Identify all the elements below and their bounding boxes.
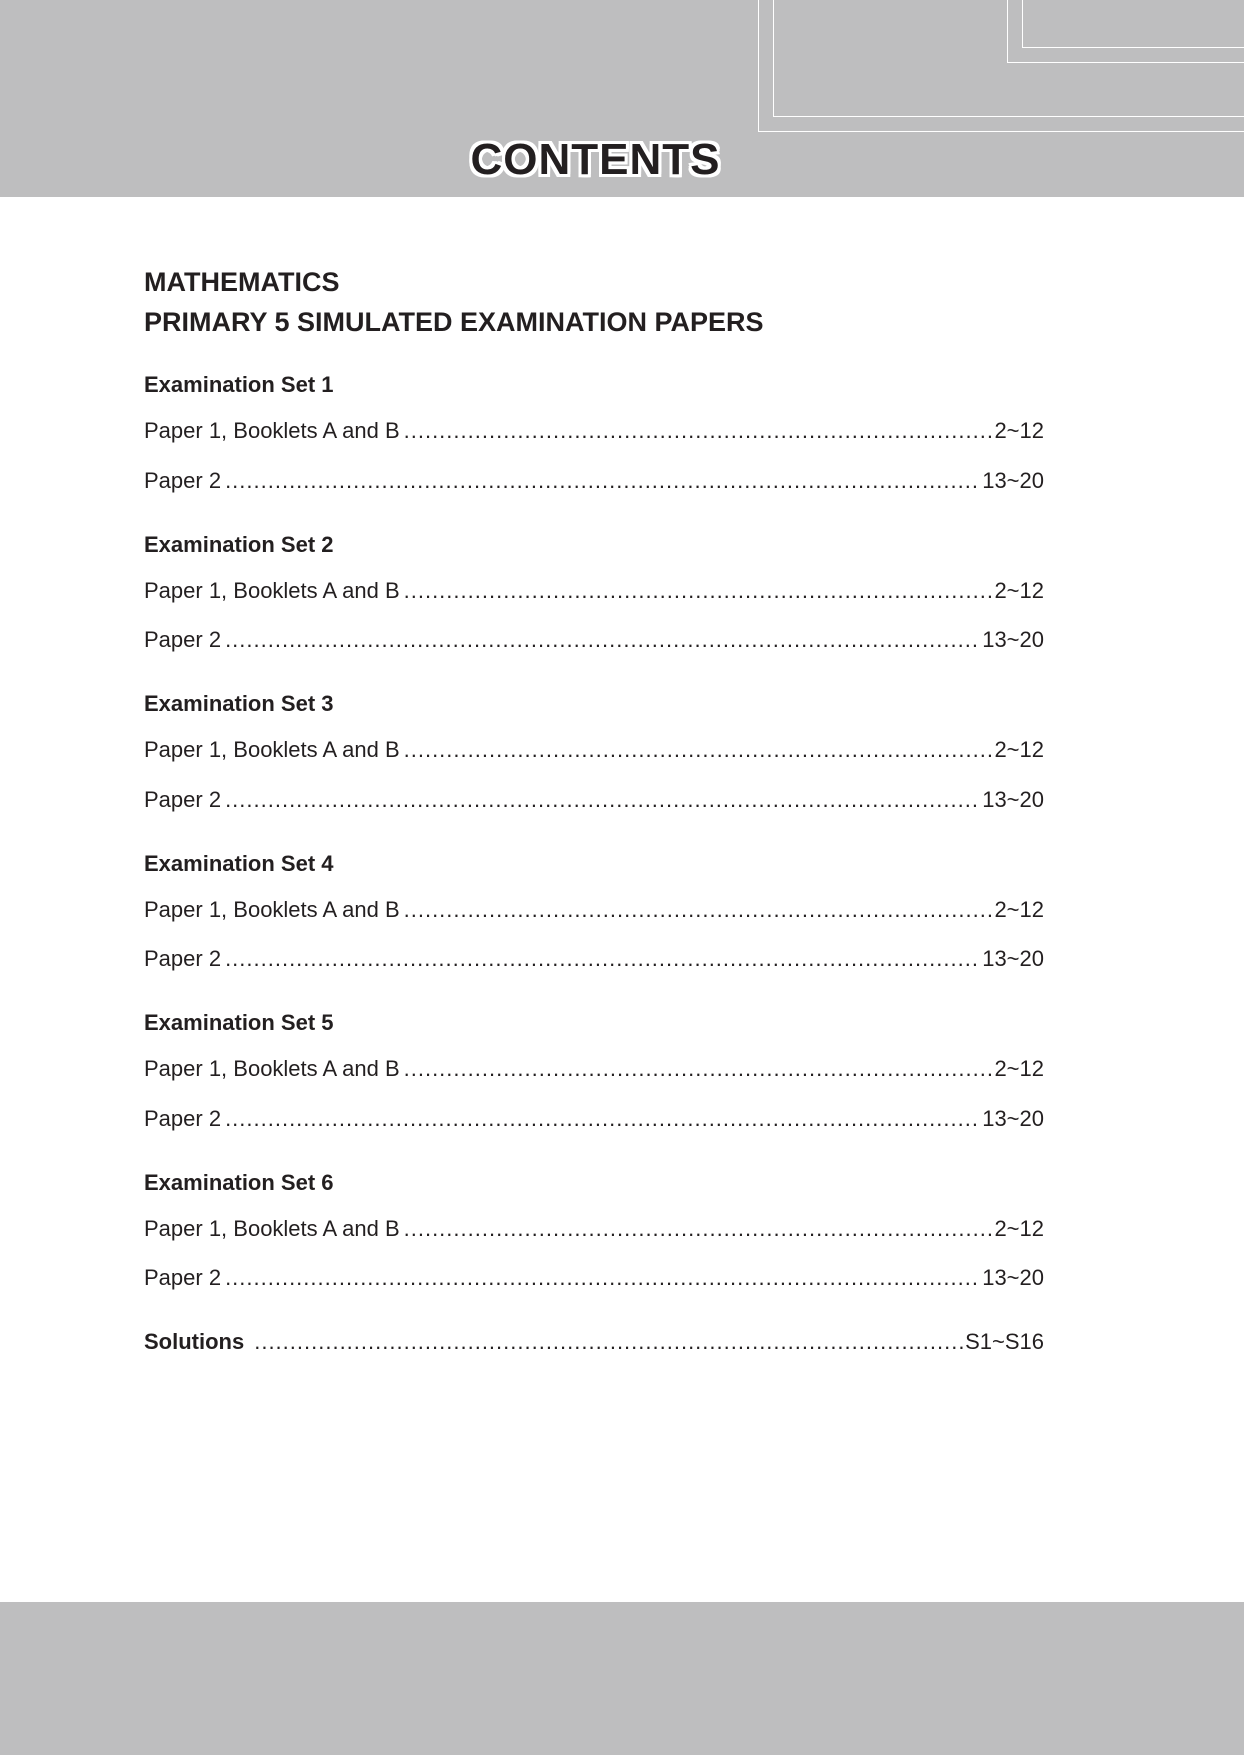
- toc-entry[interactable]: [144, 578, 1044, 604]
- exam-set-heading: Examination Set 6: [144, 1169, 334, 1195]
- dot-leader: [404, 737, 993, 763]
- exam-set-4: [144, 851, 1044, 973]
- exam-set-heading: Examination Set 1: [144, 372, 334, 397]
- exam-set-list: [144, 372, 1044, 1291]
- dot-leader: [225, 946, 980, 972]
- toc-entry-label: Paper 1, Booklets A and B: [144, 737, 400, 762]
- toc-entry-pages: 2~12: [994, 1215, 1044, 1241]
- toc-entry-pages: 2~12: [994, 1056, 1044, 1081]
- header-band: [0, 0, 1244, 197]
- solutions-pages: S1~S16: [965, 1329, 1044, 1354]
- toc-entry[interactable]: [144, 1216, 1044, 1242]
- toc-entry[interactable]: [144, 1265, 1044, 1291]
- toc-entry[interactable]: [144, 946, 1044, 972]
- toc-entry-pages: 2~12: [994, 737, 1044, 762]
- toc-entry-pages: 13~20: [982, 467, 1044, 493]
- toc-entry-pages: 13~20: [982, 1265, 1044, 1290]
- toc-entry-pages: 13~20: [982, 627, 1044, 652]
- toc-entry-label: Paper 1, Booklets A and B: [144, 1215, 400, 1241]
- decorative-frame-small-inner: [1022, 0, 1244, 48]
- solutions-label: Solutions: [144, 1329, 245, 1354]
- toc-entry-label: Paper 2: [144, 946, 222, 971]
- dot-leader: [404, 578, 993, 604]
- toc-entry-label: Paper 2: [144, 1265, 222, 1290]
- toc-entry[interactable]: [144, 468, 1044, 494]
- subject-title: MATHEMATICS: [144, 267, 340, 297]
- toc-entry-pages: 2~12: [994, 418, 1044, 443]
- toc-entry-label: Paper 1, Booklets A and B: [144, 1056, 400, 1081]
- dot-leader: [225, 627, 980, 653]
- toc-entry-label: Paper 1, Booklets A and B: [144, 418, 400, 443]
- exam-set-heading: Examination Set 5: [144, 1010, 334, 1035]
- dot-leader: [404, 897, 993, 923]
- toc-entry[interactable]: [144, 1056, 1044, 1082]
- toc-entry[interactable]: [144, 418, 1044, 444]
- exam-set-3: [144, 691, 1044, 813]
- dot-leader: [404, 1056, 993, 1082]
- toc-entry[interactable]: [144, 737, 1044, 763]
- toc-entry[interactable]: [144, 1106, 1044, 1132]
- dot-leader: [225, 1265, 980, 1291]
- dot-leader: [225, 468, 980, 494]
- subject-subtitle: PRIMARY 5 SIMULATED EXAMINATION PAPERS: [144, 307, 764, 337]
- exam-set-1: [144, 372, 1044, 494]
- dot-leader: [225, 787, 980, 813]
- toc-entry[interactable]: [144, 787, 1044, 813]
- dot-leader: [404, 1216, 993, 1242]
- exam-set-heading: Examination Set 2: [144, 531, 334, 557]
- toc-entry-label: Paper 1, Booklets A and B: [144, 577, 400, 603]
- footer-band: [0, 1602, 1244, 1755]
- toc-entry-pages: 13~20: [982, 1105, 1044, 1131]
- exam-set-6: [144, 1170, 1044, 1292]
- toc-entry-pages: 2~12: [994, 896, 1044, 922]
- dot-leader: [254, 1329, 963, 1355]
- toc-entry-label: Paper 2: [144, 786, 222, 812]
- toc-entry[interactable]: [144, 627, 1044, 653]
- exam-set-heading: Examination Set 4: [144, 850, 334, 876]
- dot-leader: [225, 1106, 980, 1132]
- toc-entry-solutions[interactable]: [144, 1329, 1044, 1355]
- toc-entry-pages: 13~20: [982, 786, 1044, 812]
- page-title: CONTENTS: [470, 135, 721, 184]
- toc-entry-pages: 13~20: [982, 946, 1044, 971]
- exam-set-5: [144, 1010, 1044, 1132]
- toc-entry-label: Paper 1, Booklets A and B: [144, 896, 400, 922]
- exam-set-2: [144, 532, 1044, 654]
- dot-leader: [404, 418, 993, 444]
- contents-body: [144, 262, 1044, 1355]
- exam-set-heading: Examination Set 3: [144, 691, 334, 716]
- toc-entry-label: Paper 2: [144, 1105, 222, 1131]
- toc-entry[interactable]: [144, 897, 1044, 923]
- toc-entry-pages: 2~12: [994, 577, 1044, 603]
- toc-entry-label: Paper 2: [144, 467, 222, 493]
- toc-entry-label: Paper 2: [144, 627, 222, 652]
